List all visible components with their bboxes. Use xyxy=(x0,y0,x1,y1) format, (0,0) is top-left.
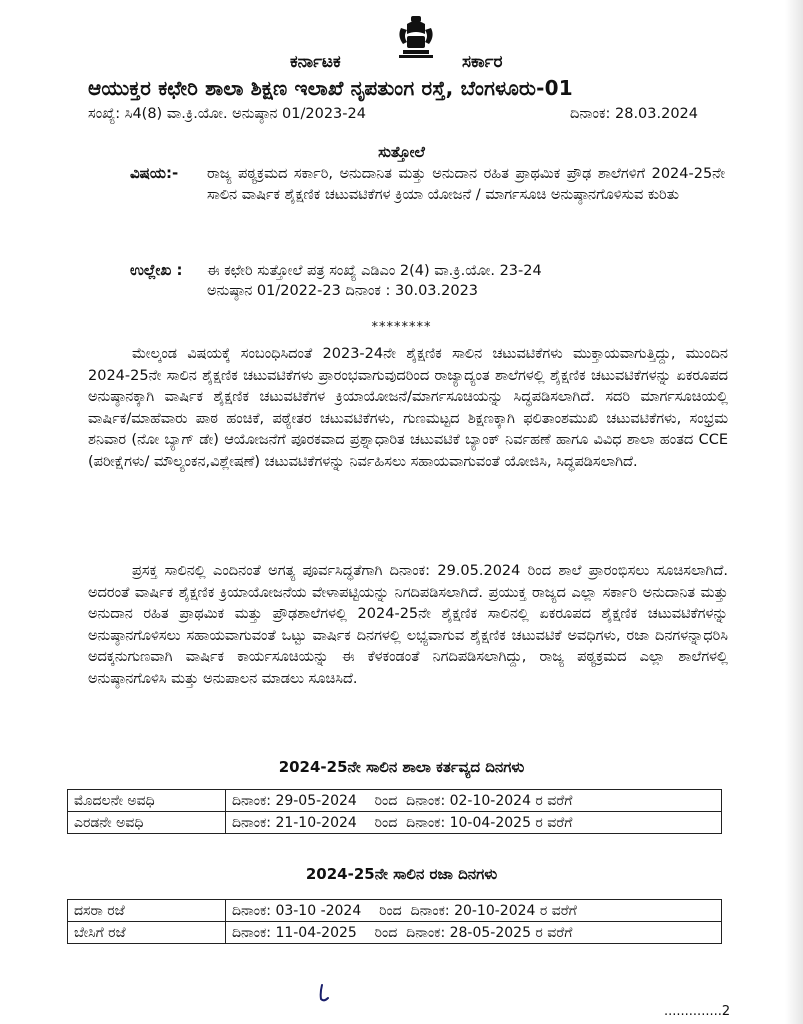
to-date: ದಿನಾಂಕ: 02-10-2024 ರ ವರೆಗೆ xyxy=(406,792,573,809)
subject-text: ರಾಜ್ಯ ಪಠ್ಯಕ್ರಮದ ಸರ್ಕಾರಿ, ಅನುದಾನಿತ ಮತ್ತು ಅನುದಾನ ರಹಿತ ಪ್ರಾಥಮಿಕ ಪ್ರೌಢ ಶಾಲೆಗಳಿಗೆ 2024-25ನೇ ಸಾಲಿನ ವಾರ್ಷಿಕ ಶೈಕ್ಷಣಿಕ ಚಟುವಟಿಕೆಗಳ ಕ್ರಿಯಾ ಯೋಜನೆ / ಮಾರ್ಗಸೂಚಿ ಅನುಷ್ಠಾನಗೊಳಿಸುವ ಕುರಿತು xyxy=(207,166,725,203)
holidays-table xyxy=(67,899,722,944)
term-cell: ದಸರಾ ರಜೆ xyxy=(68,900,226,922)
body-paragraph-2: ಪ್ರಸಕ್ತ ಸಾಲಿನಲ್ಲಿ ಎಂದಿನಂತೆ ಅಗತ್ಯ ಪೂರ್ವಸಿದ್ಧತೆಗಾಗಿ ದಿನಾಂಕ: 29.05.2024 ರಿಂದ ಶಾಲೆ ಪ್ರಾರಂಭಿಸಲು ಸೂಚಿಸಲಾಗಿದೆ. ಅದರಂತೆ ವಾರ್ಷಿಕ ಶೈಕ್ಷಣಿಕ ಕ್ರಿಯಾಯೋಜನೆಯ ವೇಳಾಪಟ್ಟಿಯನ್ನು ನಿಗದಿಪಡಿಸಲಾಗಿದೆ. ಪ್ರಯುಕ್ತ ರಾಜ್ಯದ ಎಲ್ಲಾ ಸರ್ಕಾರಿ ಅನುದಾನಿತ ಮತ್ತು ಅನುದಾನ ರಹಿತ ಪ್ರಾಥಮಿಕ ಮತ್ತು ಪ್ರೌಢಶಾಲೆಗಳಲ್ಲಿ 2024-25ನೇ ಶೈಕ್ಷಣಿಕ ಸಾಲಿನಲ್ಲಿ ಏಕರೂಪದ ಶೈಕ್ಷಣಿಕ ಚಟುವಟಿಕೆಗಳನ್ನು ಅನುಷ್ಠಾನಗೊಳಿಸಲು ಸಹಾಯವಾಗುವಂತೆ ಒಟ್ಟು ವಾರ್ಷಿಕ ದಿನಗಳಲ್ಲಿ ಲಭ್ಯವಾಗುವ ಶೈಕ್ಷಣಿಕ ಚಟುವಟಿಕೆ ಅವಧಿಗಳು, ರಜಾ ದಿನಗಳನ್ನಾಧರಿಸಿ ಅದಕ್ಕನುಗುಣವಾಗಿ ವಾರ್ಷಿಕ ಕಾರ್ಯಸೂಚಿಯನ್ನು ಈ ಕೆಳಕಂಡಂತೆ ನಿಗದಿಪಡಿಸಲಾಗಿದ್ದು, ರಾಜ್ಯ ಪಠ್ಯಕ್ರಮದ ಎಲ್ಲಾ ಶಾಲೆಗಳಲ್ಲಿ ಅನುಷ್ಠಾನಗೊಳಿಸಿ ಮತ್ತು ಅನುಪಾಲನ ಮಾಡಲು ಸೂಚಿಸಿದೆ. xyxy=(88,563,728,687)
from-word: ರಿಂದ xyxy=(374,924,398,941)
from-date: ದಿನಾಂಕ: 21-10-2024 xyxy=(232,814,357,831)
to-date: ದಿನಾಂಕ: 20-10-2024 ರ ವರೆಗೆ xyxy=(410,902,577,919)
state-name: ಕರ್ನಾಟಕ xyxy=(290,52,341,72)
body-paragraph-1: ಮೇಲ್ಕಂಡ ವಿಷಯಕ್ಕೆ ಸಂಬಂಧಿಸಿದಂತೆ 2023-24ನೇ ಶೈಕ್ಷಣಿಕ ಸಾಲಿನ ಚಟುವಟಿಕೆಗಳು ಮುಕ್ತಾಯವಾಗುತ್ತಿದ್ದು, ಮುಂದಿನ 2024-25ನೇ ಸಾಲಿನ ಶೈಕ್ಷಣಿಕ ಚಟುವಟಿಕೆಗಳು ಪ್ರಾರಂಭವಾಗುವುದರಿಂದ ರಾಜ್ಯಾದ್ಯಂತ ಶಾಲೆಗಳಲ್ಲಿ ಶೈಕ್ಷಣಿಕ ಚಟುವಟಿಕೆಗಳನ್ನು ಏಕರೂಪದ ಅನುಷ್ಠಾನಕ್ಕಾಗಿ ವಾರ್ಷಿಕ ಶೈಕ್ಷಣಿಕ ಚಟುವಟಿಕೆಗಳ ಕ್ರಿಯಾಯೋಜನೆ/ಮಾರ್ಗಸೂಚಿಯನ್ನು ಸಿದ್ಧಪಡಿಸಲಾಗಿದೆ. ಸದರಿ ಮಾರ್ಗಸೂಚಿಯಲ್ಲಿ ವಾರ್ಷಿಕ/ಮಾಹೆವಾರು ಪಾಠ ಹಂಚಿಕೆ, ಪಠ್ಯೇತರ ಚಟುವಟಿಕೆಗಳು, ಗುಣಮಟ್ಟದ ಶಿಕ್ಷಣಕ್ಕಾಗಿ ಫಲಿತಾಂಶಮುಖಿ ಚಟುವಟಿಕೆಗಳು, ಸಂಭ್ರಮ ಶನಿವಾರ (ನೋ ಬ್ಯಾಗ್ ಡೇ) ಆಯೋಜನೆಗೆ ಪೂರಕವಾದ ಪ್ರಶ್ನಾಧಾರಿತ ಚಟುವಟಿಕೆ ಬ್ಯಾಂಕ್ ನಿರ್ವಹಣೆ ಹಾಗೂ ವಿವಿಧ ಶಾಲಾ ಹಂತದ CCE (ಪರೀಕ್ಷೆಗಳು/ ಮೌಲ್ಯಂಕನ,ವಿಶ್ಲೇಷಣೆ) ಚಟುವಟಿಕೆಗಳನ್ನು ನಿರ್ವಹಿಸಲು ಸಹಾಯವಾಗುವಂತೆ ಯೋಜಿಸಿ, ಸಿದ್ಧಪಡಿಸಲಾಗಿದೆ. xyxy=(88,346,728,470)
from-date: ದಿನಾಂಕ: 03-10 -2024 xyxy=(232,902,362,919)
reference-line-2: ಅನುಷ್ಠಾನ 01/2022-23 ದಿನಾಂಕ : 30.03.2023 xyxy=(207,283,479,299)
term-cell: ಎರಡನೇ ಅವಧಿ xyxy=(68,812,226,834)
government-word: ಸರ್ಕಾರ xyxy=(462,52,503,72)
office-title: ಆಯುಕ್ತರ ಕಛೇರಿ ಶಾಲಾ ಶಿಕ್ಷಣ ಇಲಾಖೆ ನೃಪತುಂಗ ರಸ್ತೆ, ಬೆಂಗಳೂರು-01 xyxy=(88,76,573,100)
state-emblem-icon xyxy=(395,14,437,60)
from-cell xyxy=(226,900,722,922)
document-date: ದಿನಾಂಕ: 28.03.2024 xyxy=(570,106,699,122)
working-days-title: 2024-25ನೇ ಸಾಲಿನ ಶಾಲಾ ಕರ್ತವ್ಯದ ದಿನಗಳು xyxy=(278,758,525,776)
from-date: ದಿನಾಂಕ: 11-04-2025 xyxy=(232,924,357,941)
working-days-table xyxy=(67,789,722,834)
holidays-title: 2024-25ನೇ ಸಾಲಿನ ರಜಾ ದಿನಗಳು xyxy=(305,865,498,883)
table-row xyxy=(68,922,722,944)
circular-title: ಸುತ್ತೋಲೆ xyxy=(378,143,425,161)
from-cell xyxy=(226,922,722,944)
from-word: ರಿಂದ xyxy=(374,792,398,809)
table-row xyxy=(68,900,722,922)
reference-line-1: ಈ ಕಛೇರಿ ಸುತ್ತೋಲೆ ಪತ್ರ ಸಂಖ್ಯೆ ಎಡಿಎಂ 2(4) ವಾ.ಕ್ರಿ.ಯೋ. 23-24 xyxy=(207,263,542,279)
from-date: ದಿನಾಂಕ: 29-05-2024 xyxy=(232,792,357,809)
from-cell xyxy=(226,812,722,834)
from-cell xyxy=(226,790,722,812)
term-cell: ಬೇಸಿಗೆ ರಜೆ xyxy=(68,922,226,944)
table-row xyxy=(68,790,722,812)
table-row xyxy=(68,812,722,834)
to-date: ದಿನಾಂಕ: 28-05-2025 ರ ವರೆಗೆ xyxy=(406,924,573,941)
reference-label: ಉಲ್ಲೇಖ : xyxy=(130,261,183,279)
separator: ******** xyxy=(371,320,432,335)
to-date: ದಿನಾಂಕ: 10-04-2025 ರ ವರೆಗೆ xyxy=(406,814,573,831)
term-cell: ಮೊದಲನೇ ಅವಧಿ xyxy=(68,790,226,812)
page-number: ..............2 xyxy=(664,1004,731,1019)
from-word: ರಿಂದ xyxy=(379,902,402,919)
reference-text xyxy=(207,261,727,301)
handwritten-mark xyxy=(318,983,332,1003)
subject-label: ವಿಷಯ:- xyxy=(130,164,179,182)
reference-number: ಸಂಖ್ಯೆ: ಸಿ4(8) ವಾ.ಕ್ರಿ.ಯೋ. ಅನುಷ್ಠಾನ 01/2023-24 xyxy=(88,106,366,122)
from-word: ರಿಂದ xyxy=(374,814,398,831)
